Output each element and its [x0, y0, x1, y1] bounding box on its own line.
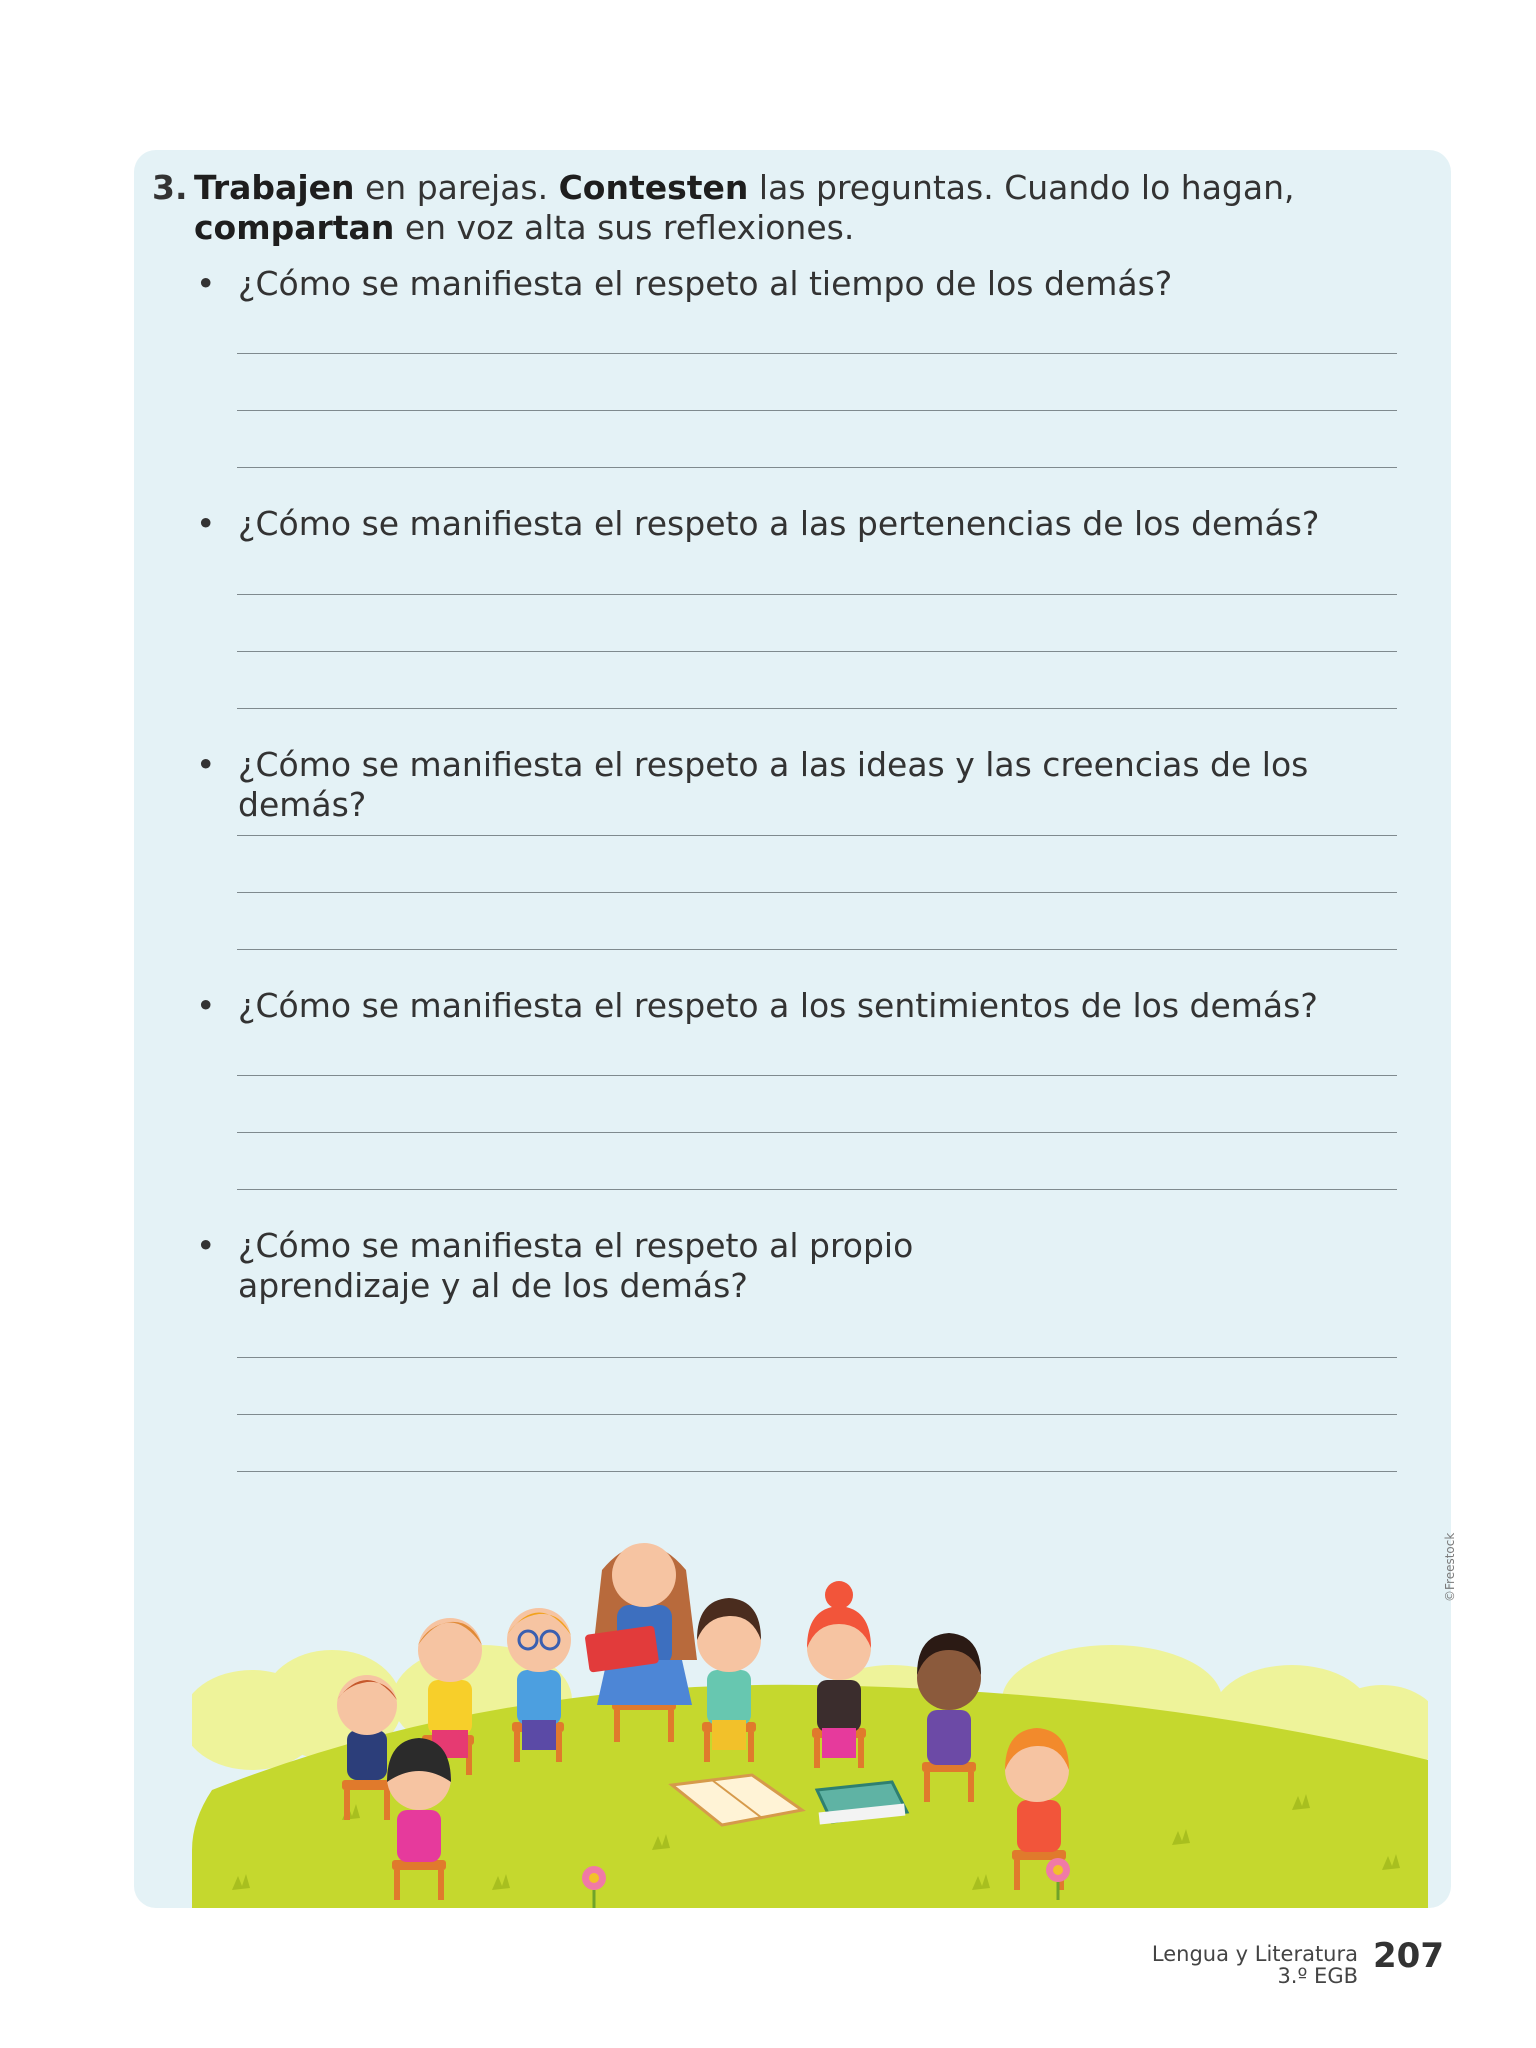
instruction-text [194, 168, 1392, 248]
answer-line[interactable] [237, 949, 1397, 950]
page-number: 207 [1373, 1936, 1444, 1976]
answer-line[interactable] [237, 594, 1397, 595]
answer-line[interactable] [237, 1471, 1397, 1472]
instruction-verb-2: Contesten [558, 168, 749, 207]
instruction-part-4: las preguntas. Cuando lo hagan, [748, 168, 1295, 207]
answer-line[interactable] [237, 708, 1397, 709]
answer-line[interactable] [237, 1414, 1397, 1415]
question-1 [196, 264, 1436, 304]
answer-line[interactable] [237, 835, 1397, 836]
answer-line[interactable] [237, 1189, 1397, 1190]
instruction-verb-1: Trabajen [194, 168, 355, 207]
footer-subject [1152, 1943, 1358, 1987]
question-text: ¿Cómo se manifiesta el respeto a las ideas y las creencias de los demás? [238, 745, 1309, 824]
answer-line[interactable] [237, 1075, 1397, 1076]
bullet-icon: • [196, 1226, 216, 1265]
answer-line[interactable] [237, 1132, 1397, 1133]
question-4 [196, 986, 1436, 1026]
instruction-part-6: en voz alta sus reflexiones. [394, 208, 855, 247]
subject-name: Lengua y Literatura [1151, 1942, 1358, 1966]
bullet-icon: • [196, 745, 216, 784]
answer-line[interactable] [237, 353, 1397, 354]
answer-line[interactable] [237, 467, 1397, 468]
children-reading-circle-illustration [192, 1490, 1428, 1908]
teacher [585, 1543, 697, 1705]
bullet-icon: • [196, 264, 216, 303]
answer-line[interactable] [237, 892, 1397, 893]
instruction-verb-3: compartan [194, 208, 395, 247]
question-text: ¿Cómo se manifiesta el respeto al tiempo de los demás? [238, 264, 1173, 303]
image-credit: ©Freestock [1443, 1532, 1457, 1602]
question-2 [196, 504, 1436, 544]
question-5 [196, 1226, 1076, 1306]
question-text: ¿Cómo se manifiesta el respeto al propio aprendizaje y al de los demás? [238, 1226, 914, 1305]
instruction-part-2: en parejas. [354, 168, 559, 207]
question-text: ¿Cómo se manifiesta el respeto a los sentimientos de los demás? [238, 986, 1318, 1025]
question-text: ¿Cómo se manifiesta el respeto a las pertenencias de los demás? [238, 504, 1320, 543]
activity-number: 3. [152, 168, 188, 207]
question-3 [196, 745, 1436, 825]
bullet-icon: • [196, 504, 216, 543]
bullet-icon: • [196, 986, 216, 1025]
grade-level: 3.º EGB [1277, 1964, 1358, 1988]
activity-instruction [152, 168, 1392, 248]
answer-line[interactable] [237, 1357, 1397, 1358]
answer-line[interactable] [237, 410, 1397, 411]
answer-line[interactable] [237, 651, 1397, 652]
